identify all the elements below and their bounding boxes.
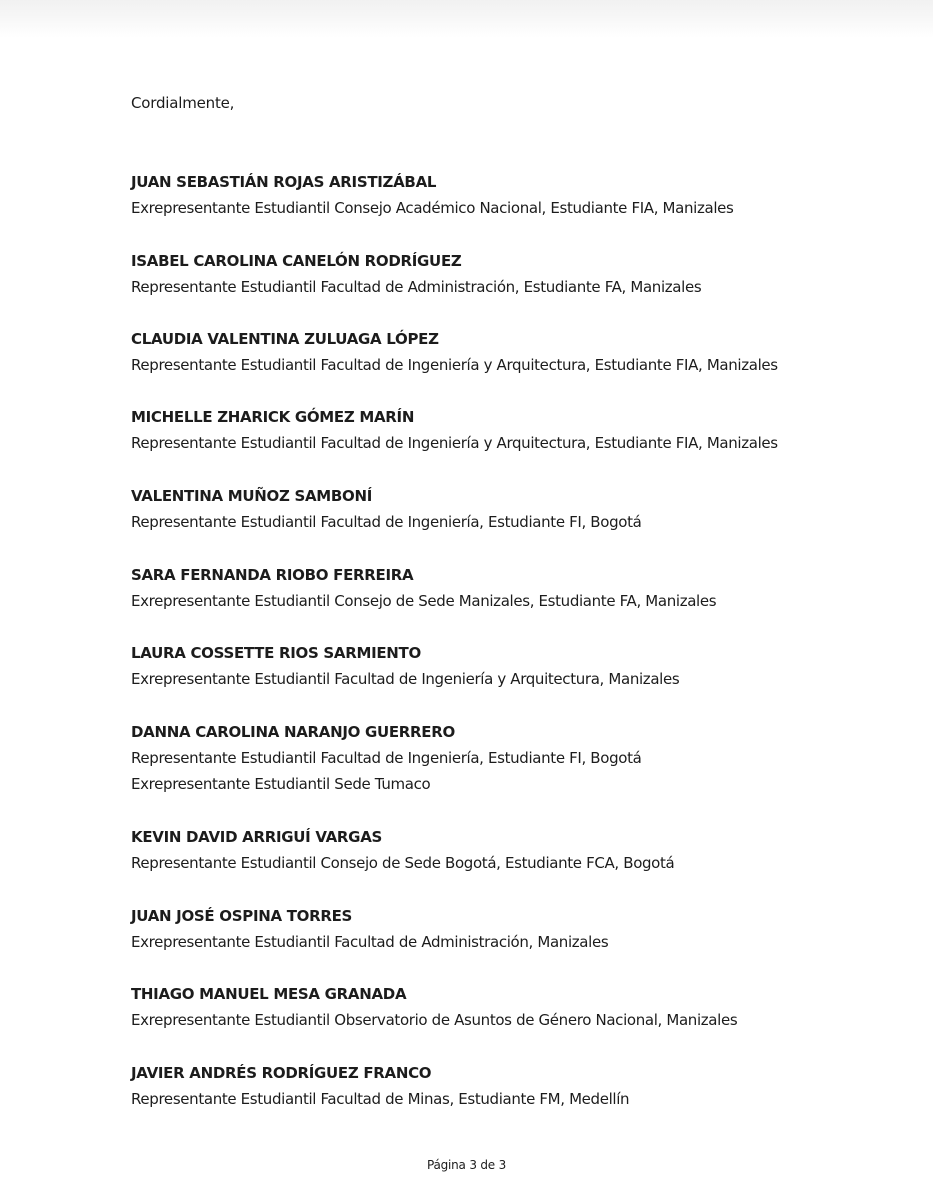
signatory-name: MICHELLE ZHARICK GÓMEZ MARÍN <box>131 408 415 426</box>
page-top-shadow <box>0 0 933 38</box>
signatory-role: Representante Estudiantil Facultad de Administración, Estudiante FA, Manizales <box>131 278 702 296</box>
signatory-block <box>131 983 737 1031</box>
signatory-block <box>131 721 641 795</box>
signatory-role: Representante Estudiantil Facultad de Minas, Estudiante FM, Medellín <box>131 1090 630 1108</box>
signatory-block <box>131 826 674 874</box>
signatory-role: Exrepresentante Estudiantil Consejo de Sede Manizales, Estudiante FA, Manizales <box>131 592 717 610</box>
signatory-block <box>131 1062 629 1110</box>
signatory-name: JUAN JOSÉ OSPINA TORRES <box>131 907 353 925</box>
signatory-role: Representante Estudiantil Consejo de Sede Bogotá, Estudiante FCA, Bogotá <box>131 854 675 872</box>
signatory-role: Exrepresentante Estudiantil Consejo Académico Nacional, Estudiante FIA, Manizales <box>131 199 734 217</box>
signatory-name: KEVIN DAVID ARRIGUÍ VARGAS <box>131 828 383 846</box>
signatory-name: VALENTINA MUÑOZ SAMBONÍ <box>131 487 373 505</box>
signatory-role: Exrepresentante Estudiantil Facultad de Ingeniería y Arquitectura, Manizales <box>131 670 680 688</box>
signatory-name: SARA FERNANDA RIOBO FERREIRA <box>131 566 414 584</box>
signatory-name: CLAUDIA VALENTINA ZULUAGA LÓPEZ <box>131 330 439 348</box>
signatory-role: Representante Estudiantil Facultad de Ingeniería y Arquitectura, Estudiante FIA, Manizales <box>131 356 778 374</box>
signatory-role: Representante Estudiantil Facultad de Ingeniería, Estudiante FI, Bogotá <box>131 749 642 767</box>
signatory-block <box>131 642 679 690</box>
signatory-role: Representante Estudiantil Facultad de Ingeniería y Arquitectura, Estudiante FIA, Manizales <box>131 434 778 452</box>
page-number: Página 3 de 3 <box>426 1158 507 1172</box>
signatory-block <box>131 171 733 219</box>
signatory-role: Exrepresentante Estudiantil Observatorio de Asuntos de Género Nacional, Manizales <box>131 1011 738 1029</box>
signatory-block <box>131 564 716 612</box>
signatory-name: LAURA COSSETTE RIOS SARMIENTO <box>131 644 421 662</box>
signatory-name: JUAN SEBASTIÁN ROJAS ARISTIZÁBAL <box>131 173 437 191</box>
signatory-block <box>131 485 641 533</box>
signatory-block <box>131 328 778 376</box>
signatory-name: DANNA CAROLINA NARANJO GUERRERO <box>131 723 455 741</box>
signatory-role: Exrepresentante Estudiantil Facultad de Administración, Manizales <box>131 933 609 951</box>
signatory-block <box>131 406 778 454</box>
signatory-name: JAVIER ANDRÉS RODRÍGUEZ FRANCO <box>131 1064 432 1082</box>
signatory-name: ISABEL CAROLINA CANELÓN RODRÍGUEZ <box>131 252 462 270</box>
signatory-block <box>131 250 701 298</box>
signatory-role: Exrepresentante Estudiantil Sede Tumaco <box>131 775 431 793</box>
signatory-block <box>131 905 608 953</box>
signatory-role: Representante Estudiantil Facultad de Ingeniería, Estudiante FI, Bogotá <box>131 513 642 531</box>
signatory-name: THIAGO MANUEL MESA GRANADA <box>131 985 407 1003</box>
closing-salutation: Cordialmente, <box>131 94 235 112</box>
